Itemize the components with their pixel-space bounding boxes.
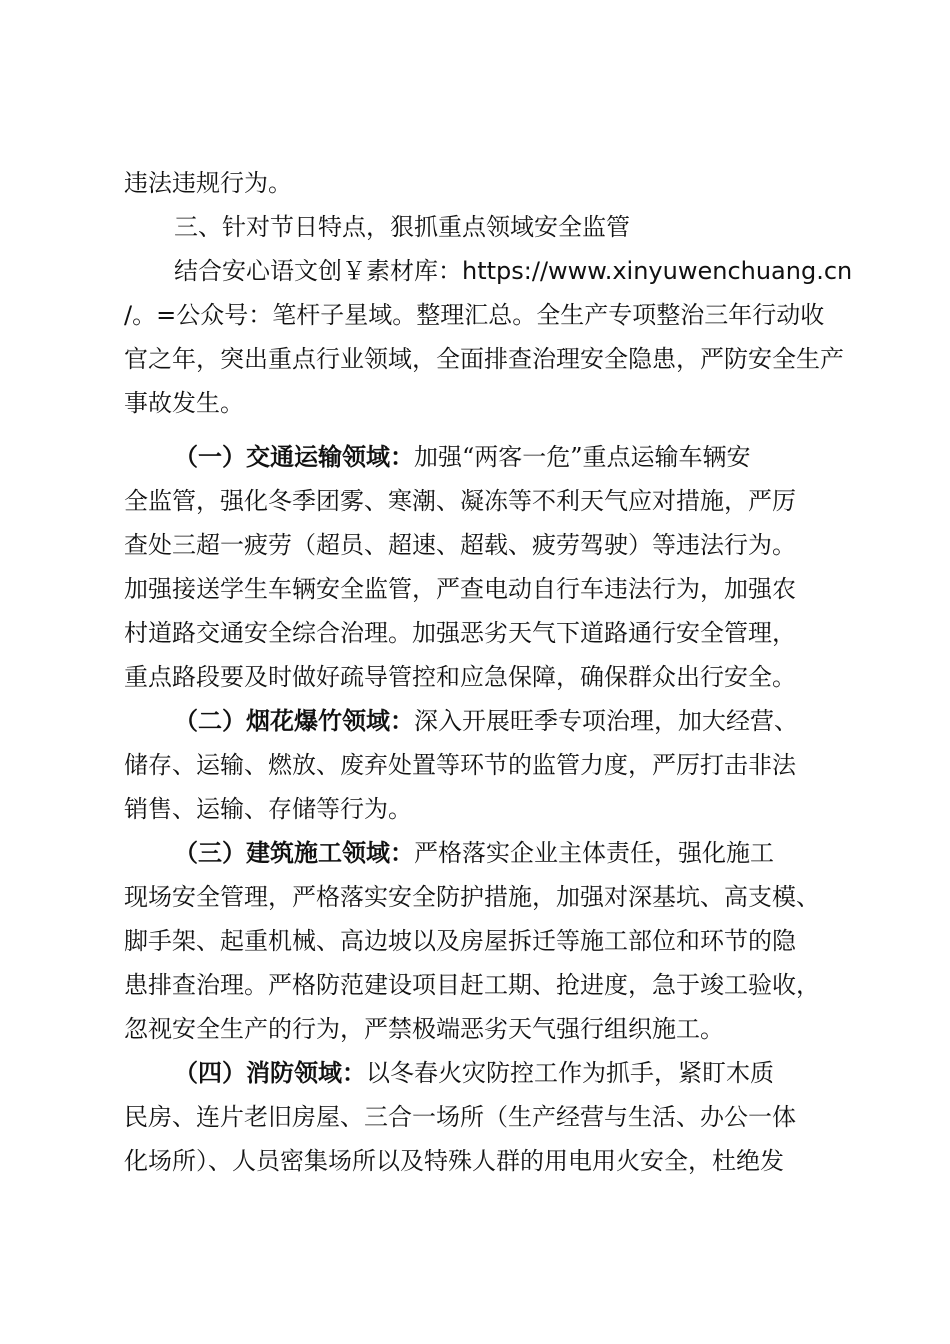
item-line: 民房、连片老旧房屋、三合一场所（生产经营与生活、办公一体 bbox=[124, 1103, 796, 1131]
item-line: 患排查治理。严格防范建设项目赶工期、抢进度，急于竣工验收， bbox=[124, 971, 820, 999]
item-line: 查处三超一疲劳（超员、超速、超载、疲劳驾驶）等违法行为。 bbox=[124, 531, 796, 559]
item-line: 重点路段要及时做好疏导管控和应急保障，确保群众出行安全。 bbox=[124, 663, 796, 691]
item-label: （四）消防领域： bbox=[174, 1059, 366, 1087]
item-line: 脚手架、起重机械、高边坡以及房屋拆迁等施工部位和环节的隐 bbox=[124, 927, 796, 955]
item-text: 严格落实企业主体责任，强化施工 bbox=[414, 839, 774, 867]
section-heading: 三、针对节日特点，狠抓重点领域安全监管 bbox=[174, 213, 630, 241]
intro-line: 事故发生。 bbox=[124, 389, 244, 417]
item-line: 全监管，强化冬季团雾、寒潮、凝冻等不利天气应对措施，严厉 bbox=[124, 487, 796, 515]
item-line: 现场安全管理，严格落实安全防护措施，加强对深基坑、高支模、 bbox=[124, 883, 820, 911]
item-label: （三）建筑施工领域： bbox=[174, 839, 414, 867]
item-line: 忽视安全生产的行为，严禁极端恶劣天气强行组织施工。 bbox=[124, 1015, 724, 1043]
continued-text: 违法违规行为。 bbox=[124, 169, 292, 197]
item-line: 储存、运输、燃放、废弃处置等环节的监管力度，严厉打击非法 bbox=[124, 751, 796, 779]
item-label: （二）烟花爆竹领域： bbox=[174, 707, 414, 735]
intro-line: 结合安心语文创￥素材库：https://www.xinyuwenchuang.cn bbox=[174, 257, 853, 285]
intro-line: /。=公众号：笔杆子星域。整理汇总。全生产专项整治三年行动收 bbox=[124, 301, 825, 329]
item-text: 以冬春火灾防控工作为抓手，紧盯木质 bbox=[366, 1059, 774, 1087]
item-first-line bbox=[174, 1056, 774, 1090]
item-line: 化场所）、人员密集场所以及特殊人群的用电用火安全，杜绝发 bbox=[124, 1147, 784, 1175]
item-line: 加强接送学生车辆安全监管，严查电动自行车违法行为，加强农 bbox=[124, 575, 796, 603]
item-first-line bbox=[174, 704, 798, 738]
item-line: 村道路交通安全综合治理。加强恶劣天气下道路通行安全管理， bbox=[124, 619, 796, 647]
item-first-line bbox=[174, 440, 751, 474]
item-text: 加强“两客一危”重点运输车辆安 bbox=[414, 443, 751, 471]
intro-line: 官之年，突出重点行业领域，全面排查治理安全隐患，严防安全生产 bbox=[124, 345, 844, 373]
item-first-line bbox=[174, 836, 774, 870]
item-text: 深入开展旺季专项治理，加大经营、 bbox=[414, 707, 798, 735]
item-line: 销售、运输、存储等行为。 bbox=[124, 795, 412, 823]
item-label: （一）交通运输领域： bbox=[174, 443, 414, 471]
